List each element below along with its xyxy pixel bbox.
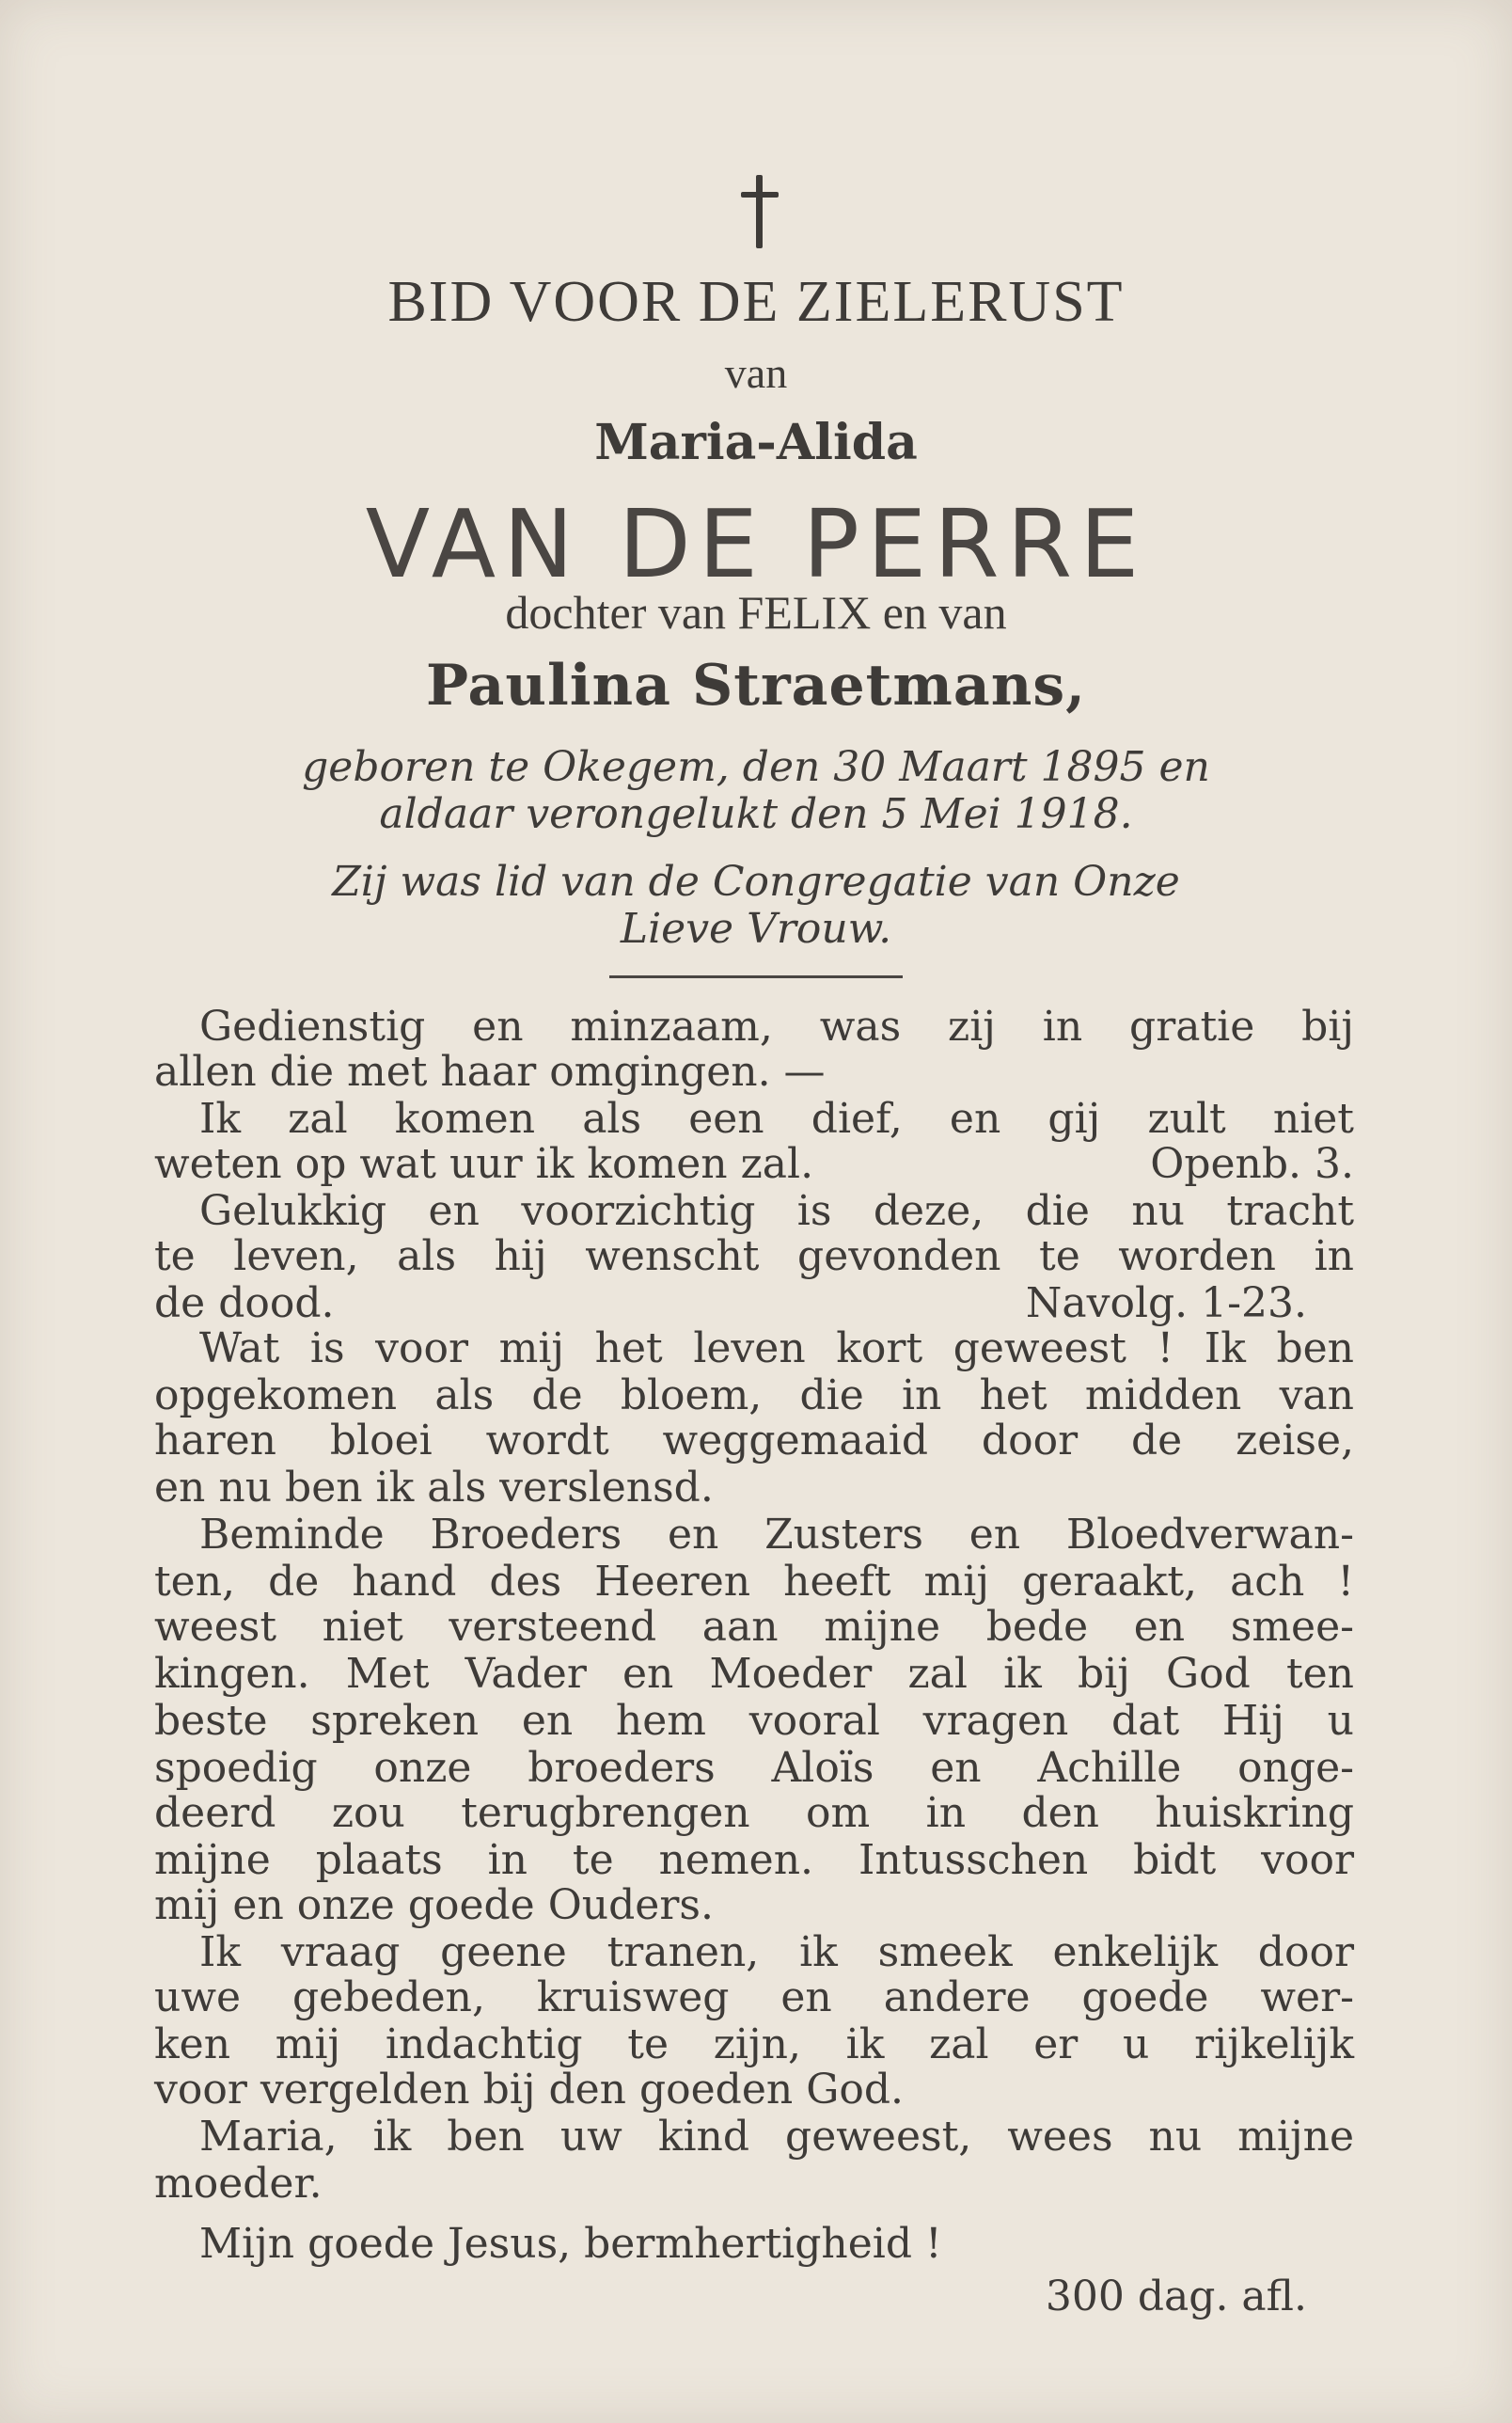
body-line: ken mij indachtig te zijn, ik zal er u rijkelijk [154,2020,1354,2068]
body-line: beste spreken en hem vooral vragen dat Hij u [154,1697,1354,1745]
body-line: weest niet versteend aan mijne bede en smee- [154,1603,1354,1651]
birth-line-1: geboren te Okegem, den 30 Maart 1895 en [302,743,1210,791]
scripture-reference: Openb. 3. [1150,1140,1354,1188]
body-line: en nu ben ik als verslensd. [154,1464,714,1512]
body-line: Beminde Broeders en Zusters en Bloedverwan- [199,1511,1354,1559]
first-names: Maria-Alida [594,414,918,471]
closing-prayer: Mijn goede Jesus, bermhertigheid ! [199,2220,942,2268]
body-line: haren bloei wordt weggemaaid door de zeise, [154,1417,1354,1465]
congregation-line-2: Lieve Vrouw. [620,905,892,953]
surname: VAN DE PERRE [365,489,1147,599]
parents-line: dochter van FELIX en van [505,586,1007,639]
body-line: mij en onze goede Ouders. [154,1881,714,1929]
body-line: mijne plaats in te nemen. Intusschen bidt voor [154,1836,1354,1884]
congregation-line-1: Zij was lid van de Congregatie van Onze [332,858,1180,906]
body-line: Gedienstig en minzaam, was zij in gratie bij [199,1003,1354,1051]
body-line: ten, de hand des Heeren heeft mij geraakt, ach ! [154,1558,1354,1606]
mother-name: Paulina Straetmans, [425,653,1087,719]
body-line: allen die met haar omgingen. — [154,1048,826,1096]
body-line: uwe gebeden, kruisweg en andere goede wer- [154,1973,1354,2021]
body-line: Maria, ik ben uw kind geweest, wees nu mijne [199,2113,1354,2161]
body-line: Gelukkig en voorzichtig is deze, die nu tracht [199,1187,1354,1235]
body-line: kingen. Met Vader en Moeder zal ik bij God ten [154,1650,1354,1698]
birth-line-2: aldaar verongelukt den 5 Mei 1918. [379,790,1133,838]
body-line: moeder. [154,2160,323,2208]
van-line: van [724,349,788,397]
body-line: Ik zal komen als een dief, en gij zult niet [199,1095,1354,1143]
body-line: voor vergelden bij den goeden God. [154,2066,905,2114]
body-line: opgekomen als de bloem, die in het midden van [154,1371,1354,1419]
body-line: de dood. [154,1279,335,1327]
body-line: te leven, als hij wenscht gevonden te worden in [154,1232,1354,1280]
body-line: deerd zou terugbrengen om in den huiskring [154,1789,1354,1837]
indulgence-note: 300 dag. afl. [1045,2273,1307,2320]
cross-icon [735,175,782,250]
body-line: weten op wat uur ik komen zal. [154,1140,814,1188]
prayer-heading: BID VOOR DE ZIELERUST [387,270,1125,334]
imitation-reference: Navolg. 1-23. [1025,1279,1307,1327]
divider-rule [609,975,903,978]
body-line: spoedig onze broeders Aloïs en Achille onge- [154,1744,1354,1792]
body-line: Ik vraag geene tranen, ik smeek enkelijk door [199,1928,1354,1976]
body-line: Wat is voor mij het leven kort geweest ! Ik ben [199,1324,1354,1372]
